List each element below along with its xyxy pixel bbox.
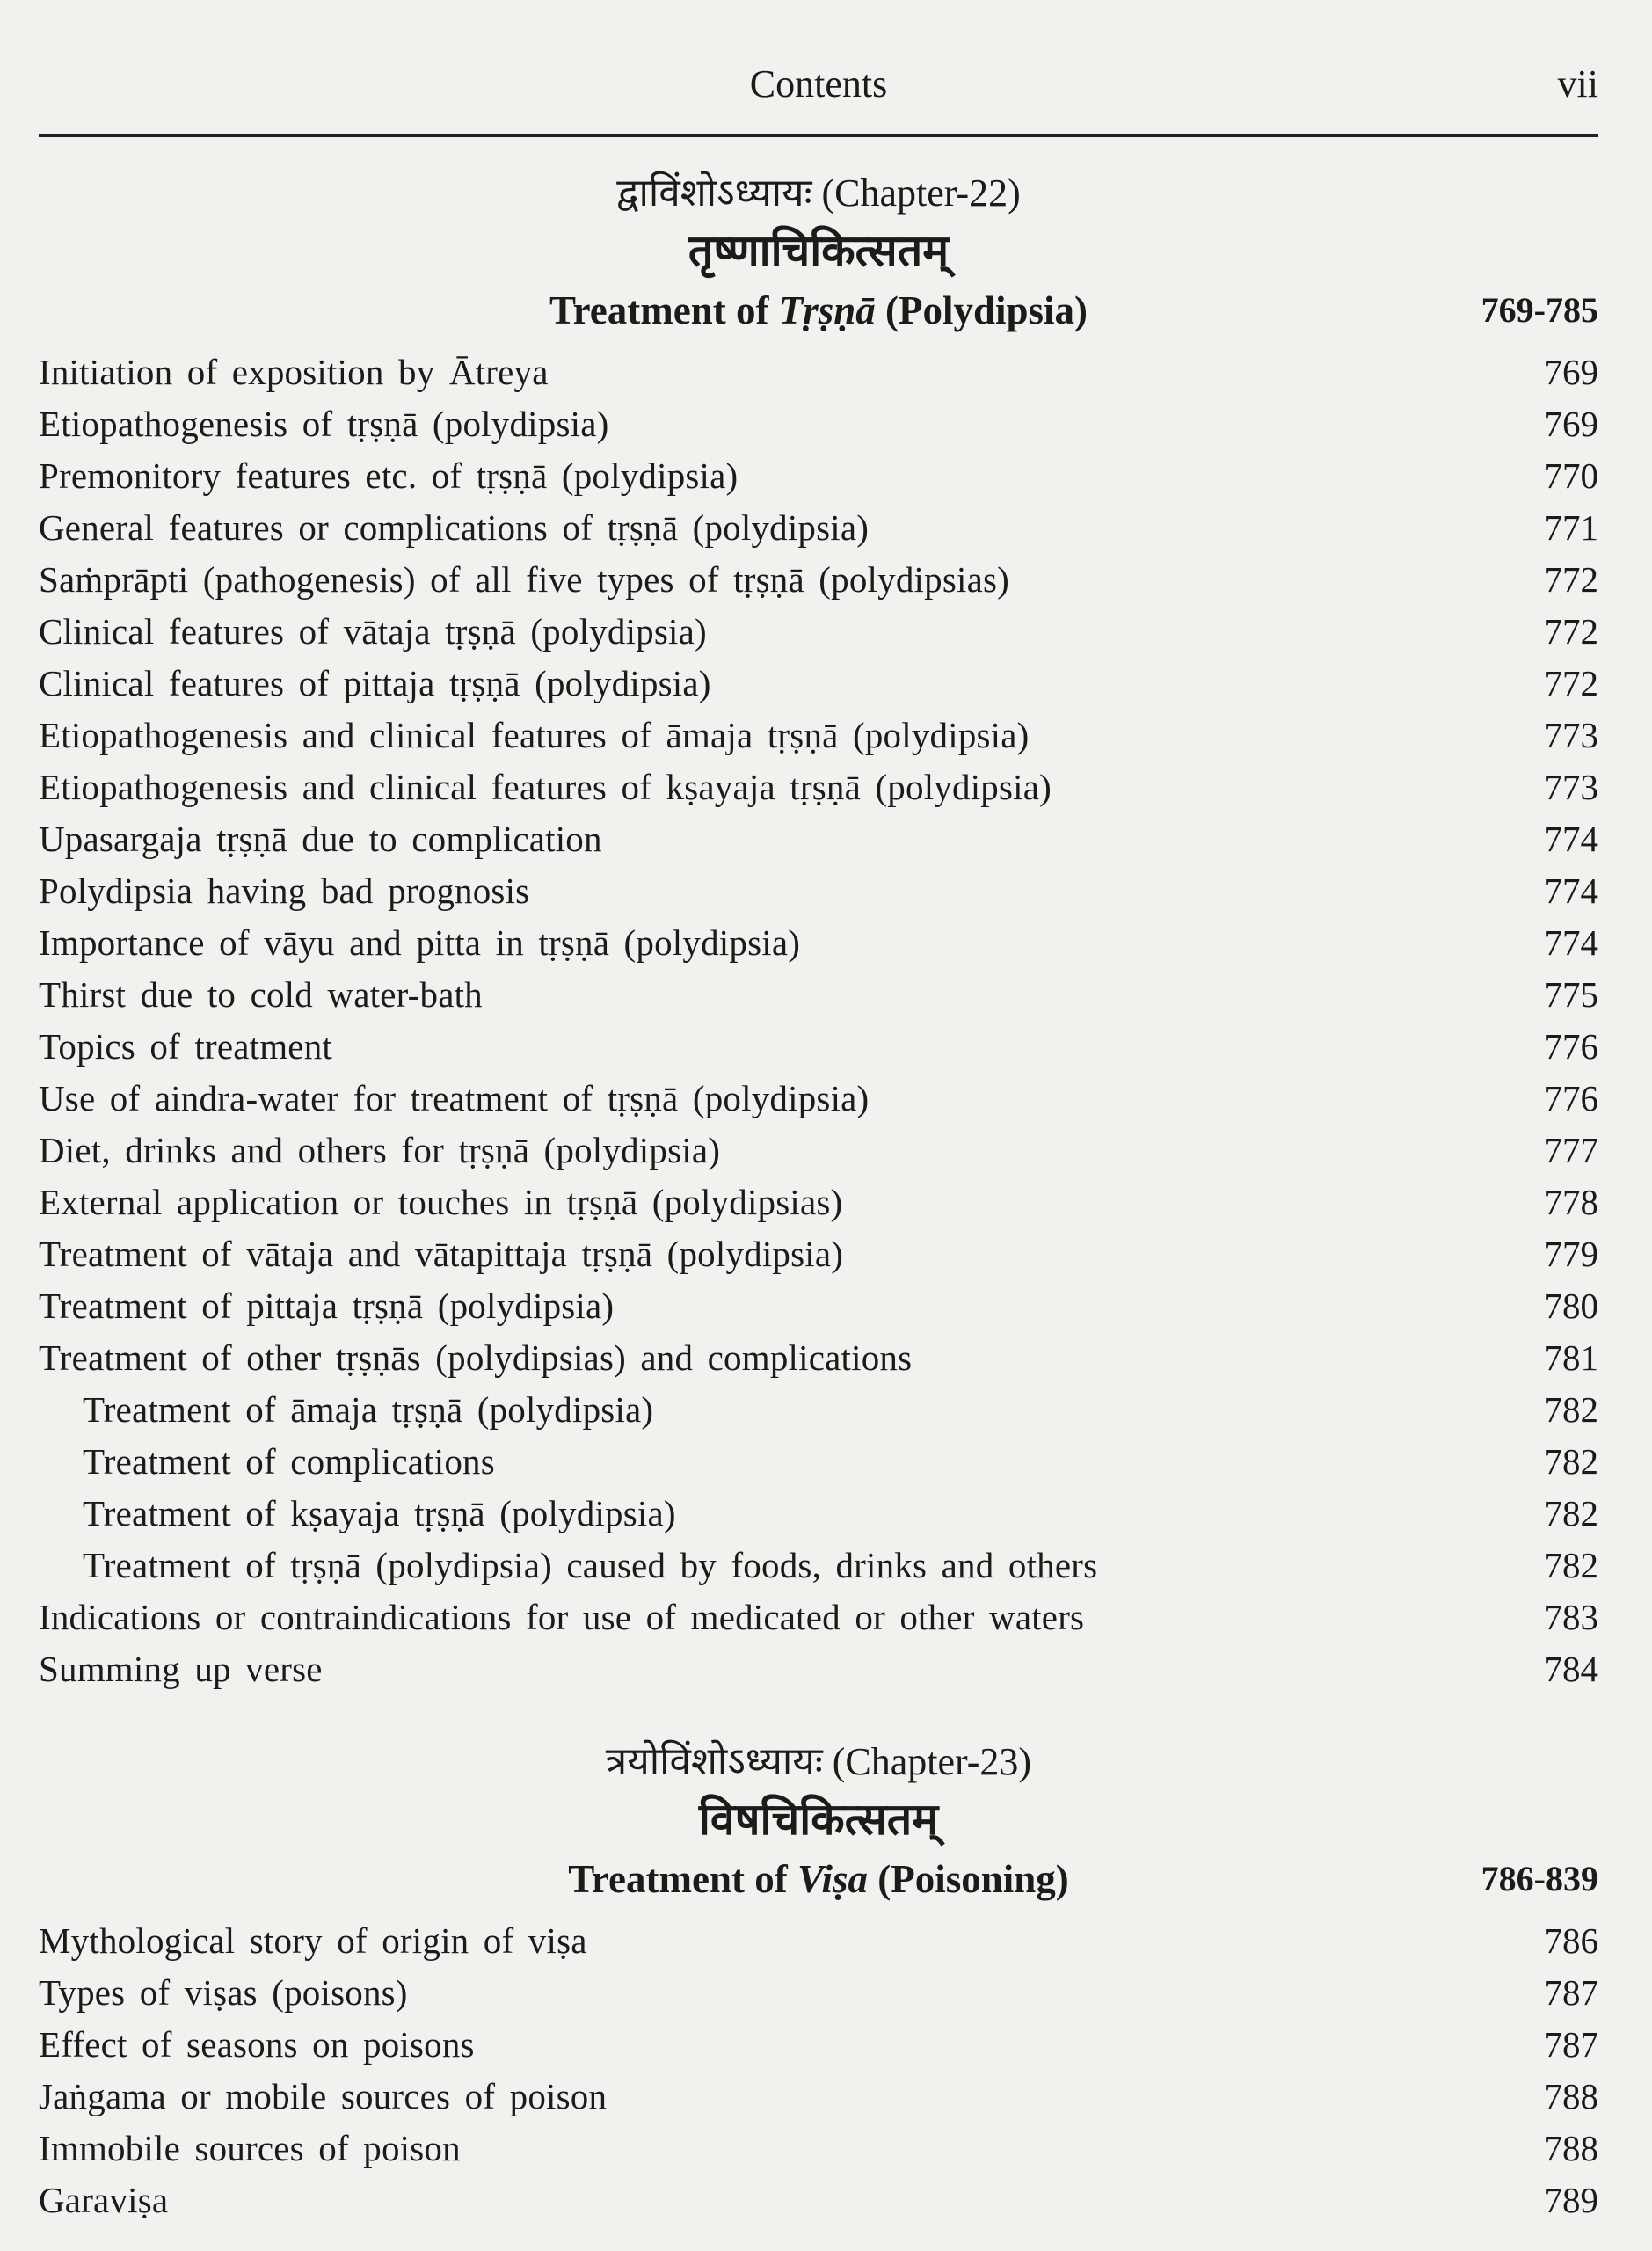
toc-entry	[39, 865, 1598, 917]
toc-subentry	[39, 1488, 1598, 1540]
toc-entry	[39, 1915, 1598, 1967]
toc-entry-text: Treatment of kṣayaja tṛṣṇā (polydipsia)	[83, 1493, 676, 1533]
toc-entry-page: 788	[1544, 2076, 1598, 2116]
chapter-title-prefix: Treatment of	[549, 288, 769, 332]
toc-entry-page: 774	[1544, 819, 1598, 859]
toc-entry	[39, 1280, 1598, 1332]
chapter-title-term: Viṣa	[797, 1857, 868, 1901]
toc-entry-page: 777	[1544, 1130, 1598, 1170]
toc-entry	[39, 2019, 1598, 2071]
chapter-23-entries	[39, 1915, 1598, 2226]
page-number: vii	[1557, 62, 1598, 106]
toc-entry-text: Garaviṣa	[39, 2180, 169, 2220]
toc-entry-page: 772	[1544, 611, 1598, 652]
toc-entry-text: External application or touches in tṛṣṇā (polydipsias)	[39, 1182, 843, 1222]
toc-entry-text: Initiation of exposition by Ātreya	[39, 352, 549, 392]
toc-entry	[39, 450, 1598, 502]
chapter-number-line	[39, 165, 1598, 222]
toc-entry-text: Importance of vāyu and pitta in tṛṣṇā (polydipsia)	[39, 922, 801, 963]
toc-entry-page: 778	[1544, 1182, 1598, 1222]
toc-entry-page: 781	[1544, 1337, 1598, 1378]
toc-entry-page: 786	[1544, 1920, 1598, 1961]
toc-entry-text: Premonitory features etc. of tṛṣṇā (polydipsia)	[39, 455, 739, 496]
toc-entry	[39, 658, 1598, 710]
toc-entry-text: Summing up verse	[39, 1649, 323, 1689]
toc-entry	[39, 813, 1598, 865]
chapter-22-entries	[39, 346, 1598, 1695]
chapter-title-suffix: (Poisoning)	[877, 1857, 1069, 1901]
toc-entry-text: Etiopathogenesis and clinical features of kṣayaja tṛṣṇā (polydipsia)	[39, 767, 1052, 807]
toc-entry	[39, 502, 1598, 554]
chapter-title	[39, 280, 1598, 341]
toc-entry-page: 779	[1544, 1234, 1598, 1274]
toc-entry-page: 774	[1544, 871, 1598, 911]
toc-entry	[39, 2071, 1598, 2123]
toc-entry	[39, 1021, 1598, 1073]
toc-entry	[39, 1073, 1598, 1125]
toc-entry-text: Treatment of tṛṣṇā (polydipsia) caused by foods, drinks and others	[83, 1545, 1098, 1585]
toc-entry-page: 772	[1544, 663, 1598, 703]
toc-entry-page: 773	[1544, 715, 1598, 755]
toc-entry-text: Types of viṣas (poisons)	[39, 1972, 408, 2013]
toc-entry	[39, 1592, 1598, 1643]
toc-entry-text: Thirst due to cold water-bath	[39, 974, 483, 1015]
toc-entry-text: Etiopathogenesis of tṛṣṇā (polydipsia)	[39, 404, 609, 444]
toc-entry-page: 773	[1544, 767, 1598, 807]
toc-entry-text: Use of aindra-water for treatment of tṛṣṇā (polydipsia)	[39, 1078, 870, 1118]
toc-entry-text: Upasargaja tṛṣṇā due to complication	[39, 819, 602, 859]
toc-entry-page: 782	[1544, 1389, 1598, 1430]
toc-entry	[39, 969, 1598, 1021]
toc-entry-page: 783	[1544, 1597, 1598, 1637]
toc-entry-text: Treatment of āmaja tṛṣṇā (polydipsia)	[83, 1389, 654, 1430]
chapter-title-row	[39, 1848, 1598, 1910]
toc-subentry	[39, 1540, 1598, 1592]
chapter-sanskrit-number: द्वाविंशोऽध्यायः	[616, 171, 812, 215]
toc-entry-text: Topics of treatment	[39, 1026, 332, 1067]
toc-entry-page: 772	[1544, 559, 1598, 600]
chapter-sanskrit-title: विषचिकित्सतम्	[698, 1795, 939, 1844]
chapter-label: (Chapter-22)	[821, 171, 1021, 215]
toc-entry-page: 774	[1544, 922, 1598, 963]
toc-entry	[39, 1228, 1598, 1280]
toc-entry	[39, 710, 1598, 761]
toc-entry	[39, 2123, 1598, 2175]
toc-entry	[39, 398, 1598, 450]
toc-entry-page: 780	[1544, 1286, 1598, 1326]
toc-entry-text: Treatment of vātaja and vātapittaja tṛṣṇā (polydipsia)	[39, 1234, 844, 1274]
toc-entry-text: Etiopathogenesis and clinical features of āmaja tṛṣṇā (polydipsia)	[39, 715, 1030, 755]
toc-entry-text: Indications or contraindications for use of medicated or other waters	[39, 1597, 1085, 1637]
toc-entry	[39, 2175, 1598, 2226]
toc-entry-page: 782	[1544, 1441, 1598, 1482]
chapter-title-suffix: (Polydipsia)	[885, 288, 1088, 332]
toc-entry-text: Saṁprāpti (pathogenesis) of all five types of tṛṣṇā (polydipsias)	[39, 559, 1009, 600]
toc-entry-text: Treatment of pittaja tṛṣṇā (polydipsia)	[39, 1286, 615, 1326]
toc-entry	[39, 554, 1598, 606]
toc-entry	[39, 346, 1598, 398]
toc-entry-page: 787	[1544, 2024, 1598, 2065]
chapter-label: (Chapter-23)	[832, 1740, 1032, 1783]
page-header	[39, 53, 1598, 137]
chapter-title	[39, 1848, 1598, 1910]
toc-entry-text: Jaṅgama or mobile sources of poison	[39, 2076, 608, 2116]
toc-entry	[39, 917, 1598, 969]
chapter-title-term: Tṛṣṇā	[778, 288, 876, 332]
toc-entry-text: Effect of seasons on poisons	[39, 2024, 475, 2065]
chapter-22-heading	[39, 165, 1598, 341]
toc-entry-text: Immobile sources of poison	[39, 2128, 461, 2168]
toc-entry-text: Clinical features of vātaja tṛṣṇā (polydipsia)	[39, 611, 707, 652]
toc-entry	[39, 1176, 1598, 1228]
toc-entry-page: 782	[1544, 1493, 1598, 1533]
toc-subentry	[39, 1384, 1598, 1436]
toc-entry	[39, 1967, 1598, 2019]
toc-entry-text: Mythological story of origin of viṣa	[39, 1920, 587, 1961]
toc-entry-page: 788	[1544, 2128, 1598, 2168]
toc-entry-page: 775	[1544, 974, 1598, 1015]
toc-entry	[39, 1332, 1598, 1384]
toc-entry-text: Clinical features of pittaja tṛṣṇā (polydipsia)	[39, 663, 711, 703]
chapter-number-line	[39, 1734, 1598, 1790]
toc-entry-text: General features or complications of tṛṣṇā (polydipsia)	[39, 507, 870, 548]
toc-entry-text: Diet, drinks and others for tṛṣṇā (polydipsia)	[39, 1130, 721, 1170]
chapter-title-row	[39, 280, 1598, 341]
toc-entry	[39, 761, 1598, 813]
toc-entry-page: 770	[1544, 455, 1598, 496]
toc-entry-page: 776	[1544, 1026, 1598, 1067]
toc-entry-text: Polydipsia having bad prognosis	[39, 871, 530, 911]
chapter-page-range: 786-839	[1481, 1859, 1598, 1898]
toc-subentry	[39, 1436, 1598, 1488]
toc-entry-page: 769	[1544, 352, 1598, 392]
toc-entry	[39, 606, 1598, 658]
running-title: Contents	[749, 62, 888, 106]
header-rule	[39, 134, 1598, 137]
toc-entry	[39, 1125, 1598, 1176]
toc-entry	[39, 1643, 1598, 1695]
chapter-title-prefix: Treatment of	[568, 1857, 788, 1901]
toc-entry-page: 776	[1544, 1078, 1598, 1118]
toc-entry-text: Treatment of complications	[83, 1441, 495, 1482]
chapter-sanskrit-title: तृष्णाचिकित्सतम्	[688, 226, 950, 275]
toc-entry-page: 789	[1544, 2180, 1598, 2220]
chapter-page-range: 769-785	[1481, 290, 1598, 330]
chapter-23-heading	[39, 1734, 1598, 1910]
toc-entry-page: 769	[1544, 404, 1598, 444]
toc-entry-page: 782	[1544, 1545, 1598, 1585]
toc-entry-text: Treatment of other tṛṣṇās (polydipsias) and complications	[39, 1337, 913, 1378]
toc-entry-page: 787	[1544, 1972, 1598, 2013]
chapter-sanskrit-number: त्रयोविंशोऽध्यायः	[605, 1740, 823, 1783]
toc-entry-page: 771	[1544, 507, 1598, 548]
toc-entry-page: 784	[1544, 1649, 1598, 1689]
